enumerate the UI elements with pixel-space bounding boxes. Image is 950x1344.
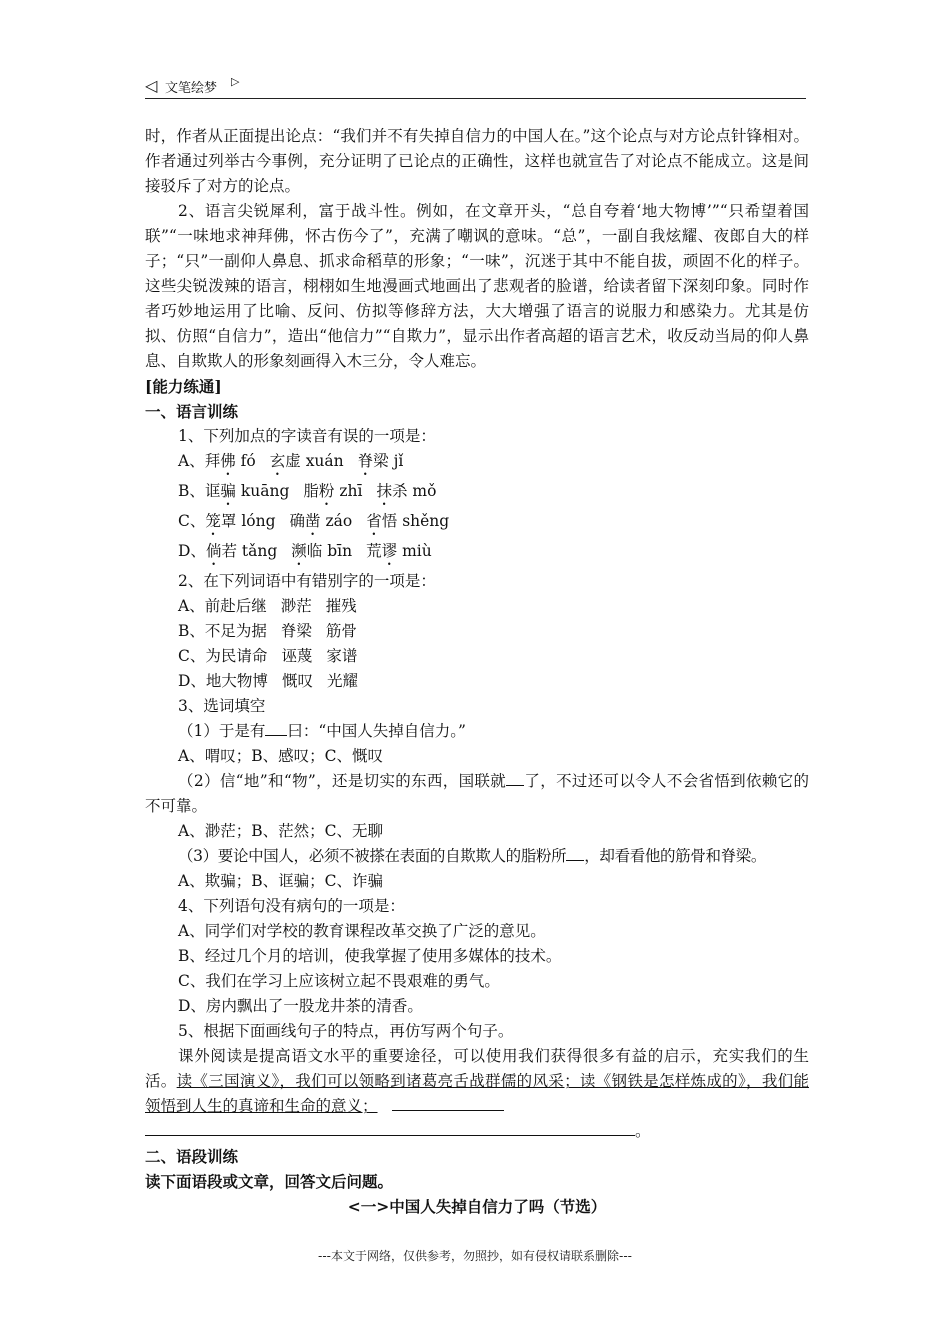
q4-option-d: D、房内飘出了一股龙井茶的清香。 — [178, 997, 423, 1015]
read-instruction: 读下面语段或文章，回答文后问题。 — [145, 1172, 394, 1191]
q2-stem: 2、在下列词语中有错别字的一项是： — [178, 572, 436, 590]
section-two-heading: 二、语段训练 — [145, 1147, 239, 1166]
q1-stem: 1、下列加点的字读音有误的一项是： — [178, 427, 436, 445]
page-footer: ---本文于网络，仅供参考，勿照抄，如有侵权请联系删除--- — [318, 1249, 632, 1263]
section-one-heading: 一、语言训练 — [145, 402, 239, 421]
q2-option-d: D、地大物博 慨叹 光耀 — [178, 672, 358, 690]
q3-options-1: A、喟叹；B、感叹；C、慨叹 — [178, 747, 383, 765]
q2-option-a: A、前赴后继 渺茫 摧残 — [178, 597, 357, 615]
q3-stem: 3、选词填空 — [178, 697, 266, 715]
q1-option-a: A、拜佛 fó 玄虚 xuán 脊梁 jǐ — [178, 452, 404, 470]
header-brand: 文笔绘梦 — [165, 81, 218, 96]
q3-options-3: A、欺骗；B、诓骗；C、诈骗 — [178, 872, 383, 890]
passage-title: <一>中国人失掉自信力了吗（节选） — [347, 1197, 607, 1216]
q3-sentence-3: （3）要论中国人，必须不被搽在表面的自欺欺人的脂粉所 ，却看看他的筋骨和脊梁。 — [178, 847, 767, 865]
q1-option-d: D、倘若 tǎng 濒临 bīn 荒谬 miù — [178, 542, 432, 560]
intro-paragraph-1: 时，作者从正面提出论点：“我们并不有失掉自信力的中国人在。”这个论点与对方论点针锋相对。作者通过列举古今事例，充分证明了已论点的正确性，这样也就宣告了对论点不能成立。这是间接驳斥了对方的论点。 — [145, 127, 809, 195]
q4-option-a: A、同学们对学校的教育课程改革交换了广泛的意见。 — [178, 922, 546, 940]
q1-option-c: C、笼罩 lóng 确凿 záo 省悟 shěng — [178, 512, 450, 530]
q4-stem: 4、下列语句没有病句的一项是： — [178, 897, 405, 915]
q4-option-c: C、我们在学习上应该树立起不畏艰难的勇气。 — [178, 972, 500, 990]
section-ability-heading: [能力练通] — [145, 377, 222, 396]
q3-sentence-1: （1）于是有 曰：“中国人失掉自信力。” — [178, 722, 466, 740]
triangle-right-icon: ▷ — [231, 75, 240, 88]
q2-option-b: B、不足为据 脊梁 筋骨 — [178, 622, 357, 640]
q3-sentence-2: （2）信“地”和“物”，还是切实的东西，国联就 了，不过还可以令人不会省悟到依赖它的不可靠。 — [145, 772, 809, 815]
q1-option-b: B、诓骗 kuāng 脂粉 zhī 抹杀 mǒ — [178, 482, 437, 500]
document-body — [145, 124, 809, 1219]
q4-option-b: B、经过几个月的培训，使我掌握了使用多媒体的技术。 — [178, 947, 562, 965]
intro-paragraph-2: 2、语言尖锐犀利，富于战斗性。例如，在文章开头，“总自夸着‘地大物博’”“只希望着国联”“一味地求神拜佛，怀古伤今了”，充满了嘲讽的意味。“总”，一副自我炫耀、夜郎自大的样子；“只”一副仰人鼻息、抓求命稻草的形象；“一味”，沉迷于其中不能自拔，顽固不化的样子。这些尖锐泼辣的语言，栩栩如生地漫画式地画出了悲观者的脸谱，给读者留下深刻印象。同时作者巧妙地运用了比喻、反问、仿拟等修辞方法，大大增强了语言的说服力和感染力。尤其是仿拟、仿照“自信力”，造出“他信力”“自欺力”，显示出作者高超的语言艺术，收反动当局的仰人鼻息、自欺欺人的形象刻画得入木三分，令人难忘。 — [145, 202, 809, 370]
q5-passage: 课外阅读是提高语文水平的重要途径，可以使用我们获得很多有益的启示，充实我们的生活。读《三国演义》，我们可以领略到诸葛亮舌战群儒的风采；读《钢铁是怎样炼成的》，我们能领悟到人生的真谛和生命的意义； — [145, 1047, 809, 1115]
q2-option-c: C、为民请命 诬蔑 家谱 — [178, 647, 358, 665]
q5-answer-line: 。 — [145, 1119, 809, 1144]
page-header — [145, 72, 806, 99]
q5-stem: 5、根据下面画线句子的特点，再仿写两个句子。 — [178, 1022, 514, 1040]
q3-options-2: A、渺茫；B、茫然；C、无聊 — [178, 822, 383, 840]
triangle-left-icon: ◁ — [145, 76, 158, 95]
